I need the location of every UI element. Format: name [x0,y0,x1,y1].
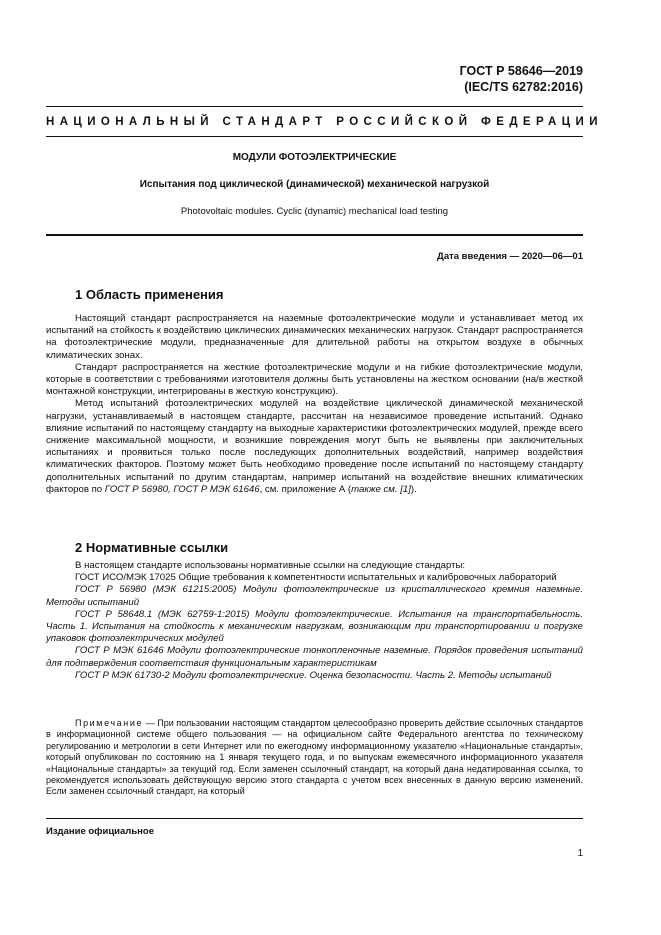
standard-designation [460,63,583,95]
standard-reference: ГОСТ Р 56980, ГОСТ Р МЭК 61646 [104,483,260,495]
note-text: — При пользовании настоящим стандартом целесообразно проверить действие ссылочных стандартов в информационной системе общего пользования — на официальном сайте Федерального агентства по техническому регулированию и метрологии в сети Интернет или по ежегодному информационному указателю «Национальные стандарты», который опубликован по состоянию на 1 января текущего года, и по выпускам ежемесячного информационного указателя «Национальные стандарты» за текущий год. Если заменен ссылочный стандарт, на который дана недатированная ссылка, то рекомендуется использовать действующую версию этого стандарта с учетом всех внесенных в данную версию изменений. Если заменен ссылочный стандарт, на который [46,718,583,797]
national-standard-banner: НАЦИОНАЛЬНЫЙ СТАНДАРТ РОССИЙСКОЙ ФЕДЕРАЦИИ [46,116,603,128]
note-label: Примечание [75,718,144,728]
reference-item: ГОСТ Р МЭК 61646 Модули фотоэлектрические тонкопленочные наземные. Порядок проведения испытаний для подтверждения соответствия функциональным характеристикам [46,645,583,669]
reference-note [46,718,583,798]
references-intro: В настоящем стандарте использованы нормативные ссылки на следующие стандарты: [75,560,466,571]
standard-number: ГОСТ Р 58646—2019 [459,64,583,78]
document-title: МОДУЛИ ФОТОЭЛЕКТРИЧЕСКИЕ [232,152,397,163]
paragraph-text: , см. приложение А ( [259,483,352,495]
top-rule [46,106,583,107]
document-title-english: Photovoltaic modules. Cyclic (dynamic) mechanical load testing [180,206,449,217]
title-rule [46,234,583,236]
footer-rule [46,818,583,819]
section-1-paragraph: Стандарт распространяется на жесткие фотоэлектрические модули и на гибкие фотоэлектрические модули, которые в соответствии с требованиями изготовителя должны быть установлены на жестком основании (на/в жесткой монтажной конструкции, интегрированы в жесткую конструкцию). [46,361,583,398]
page-number: 1 [577,848,583,859]
section-2-heading: 2 Нормативные ссылки [75,540,229,555]
paragraph-text: Метод испытаний фотоэлектрических модулей на воздействие циклической динамической механической нагрузки, устанавливаемый в настоящем стандарте, рассчитан на независимое проведение испытаний. Однако влияние испытаний по настоящему стандарту на выходные характеристики фотоэлектрических модулей, прежде всего снижение максимальной мощности, и возникшие повреждения могут быть не выявлены при заключительных испытаниях и проявиться только после последующих дополнительных воздействий, например воздействия климатических факторов. Поэтому может быть необходимо проведение после испытаний по настоящему стандарту дополнительных испытаний по другим стандартам, например испытаний на воздействие внешних климатических факторов по [46,398,583,495]
paragraph-text: ). [410,483,417,495]
section-1-paragraph [46,398,583,496]
reference-item: ГОСТ Р 58648.1 (МЭК 62759-1:2015) Модули фотоэлектрические. Испытания на транспортабельность. Часть 1. Испытания на стойкость к механическим нагрузкам, возникающим при транспортировании и погрузке упаковок фотоэлектрических модулей [46,608,583,645]
reference-item: ГОСТ Р МЭК 61730-2 Модули фотоэлектрические. Оценка безопасности. Часть 2. Методы испытаний [75,669,552,681]
reference-item: ГОСТ ИСО/МЭК 17025 Общие требования к компетентности испытательных и калибровочных лабораторий [75,572,557,584]
official-edition-label: Издание официальное [46,826,154,837]
section-1-heading: 1 Область применения [75,287,224,302]
reference-item: ГОСТ Р 56980 (МЭК 61215:2005) Модули фотоэлектрические из кристаллического кремния наземные. Методы испытаний [46,584,583,608]
banner-rule [46,136,583,137]
normative-references [46,560,583,682]
document-subtitle: Испытания под циклической (динамической) механической нагрузкой [139,179,490,190]
bibliography-reference: также см. [1] [351,483,411,495]
section-1-paragraph: Настоящий стандарт распространяется на наземные фотоэлектрические модули и устанавливает метод их испытаний на стойкость к воздействию циклических динамических механических нагрузок. Стандарт распространяется на фотоэлектрические модули, предназначенные для длительной работы на открытом воздухе в обычных климатических зонах. [46,313,583,361]
section-1-body [46,313,583,496]
introduction-date: Дата введения — 2020—06—01 [437,251,583,262]
international-number: (IEC/TS 62782:2016) [464,80,583,94]
